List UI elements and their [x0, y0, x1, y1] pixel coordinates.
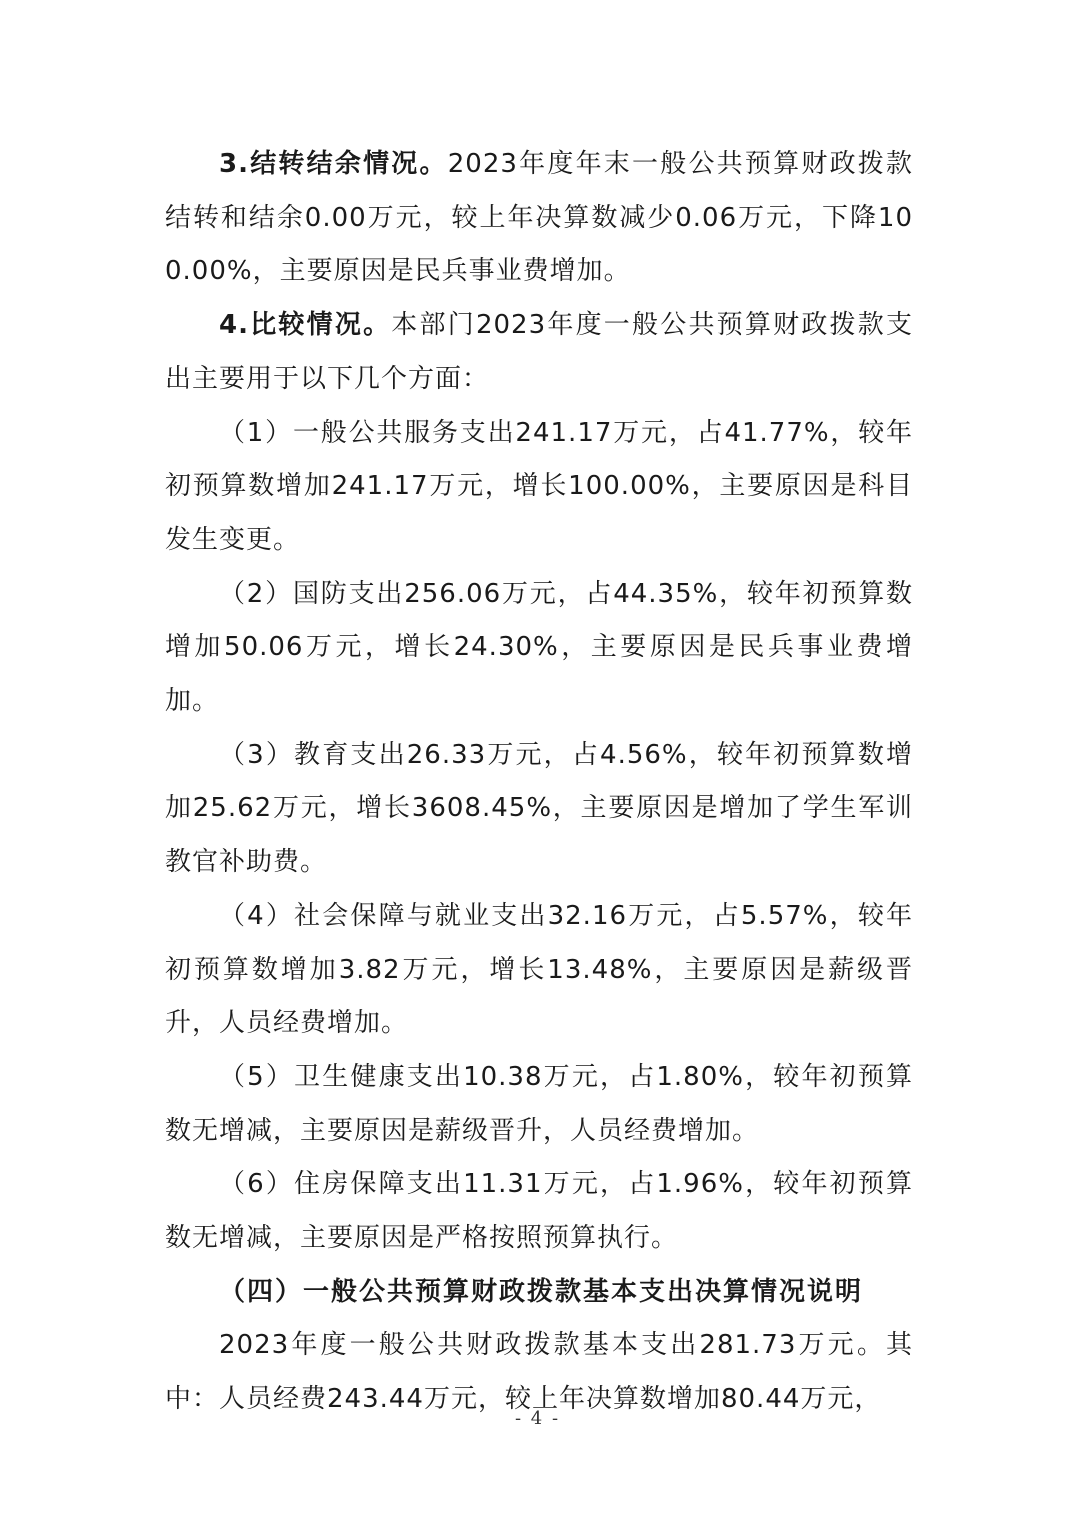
paragraph-item-6 — [165, 1158, 913, 1265]
paragraph-text: 本部门2023年度一般公共预算财政拨款支出主要用于以下几个方面： — [165, 310, 913, 394]
paragraph-item-5 — [165, 1051, 913, 1158]
paragraph-item-2 — [165, 568, 913, 729]
paragraph-text: （1）一般公共服务支出241.17万元，占41.77%，较年初预算数增加241.17万元，增长100.00%，主要原因是科目发生变更。 — [165, 417, 913, 555]
page-number: - 4 - — [514, 1408, 561, 1429]
paragraph-comparison — [165, 299, 913, 406]
paragraph-text: （4）社会保障与就业支出32.16万元，占5.57%，较年初预算数增加3.82万元，增长13.48%，主要原因是薪级晋升，人员经费增加。 — [165, 900, 913, 1039]
paragraph-item-3 — [165, 729, 913, 890]
paragraph-text: （6）住房保障支出11.31万元，占1.96%，较年初预算数无增减，主要原因是严格按照预算执行。 — [165, 1169, 913, 1254]
paragraph-lead: 3.结转结余情况。 — [219, 149, 448, 179]
paragraph-text: （2）国防支出256.06万元，占44.35%，较年初预算数增加50.06万元，增长24.30%，主要原因是民兵事业费增加。 — [165, 578, 913, 717]
paragraph-item-4 — [165, 890, 913, 1051]
paragraph-basic-expenditure: 2023年度一般公共财政拨款基本支出281.73万元。其中：人员经费243.44万元，较上年决算数增加80.44万元， — [165, 1330, 913, 1415]
paragraph-text: 2023年度年末一般公共预算财政拨款结转和结余0.00万元，较上年决算数减少0.06万元，下降100.00%，主要原因是民兵事业费增加。 — [165, 149, 914, 287]
paragraph-text: （5）卫生健康支出10.38万元，占1.80%，较年初预算数无增减，主要原因是薪级晋升，人员经费增加。 — [165, 1061, 913, 1146]
section-heading: （四）一般公共预算财政拨款基本支出决算情况说明 — [219, 1276, 864, 1307]
paragraph-text: （3）教育支出26.33万元，占4.56%，较年初预算数增加25.62万元，增长3608.45%，主要原因是增加了学生军训教官补助费。 — [165, 739, 913, 878]
document-body — [165, 138, 913, 1427]
paragraph-item-1 — [165, 407, 913, 568]
paragraph-lead: 4.比较情况。 — [219, 310, 392, 341]
paragraph-carryover — [165, 138, 913, 299]
